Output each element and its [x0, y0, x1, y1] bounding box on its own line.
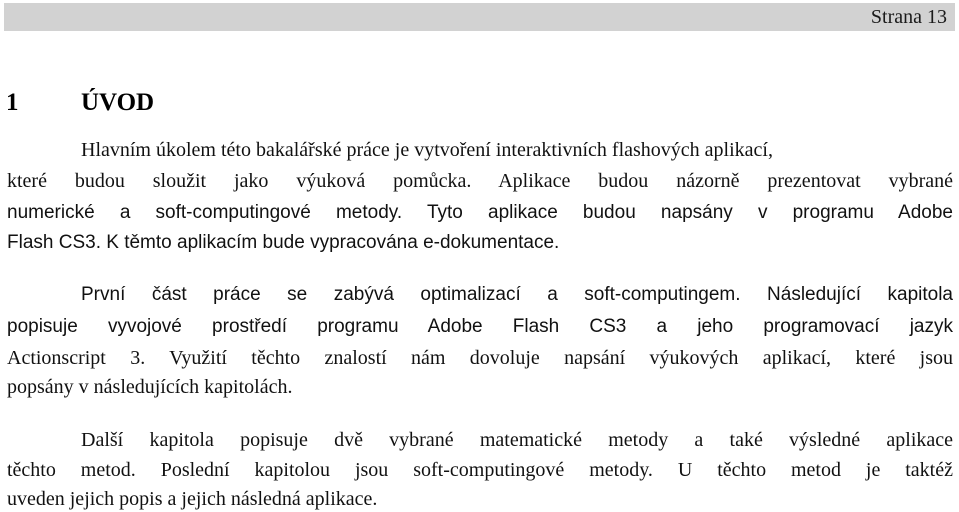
paragraph-1-line-1: Hlavním úkolem této bakalářské práce je vytvoření interaktivních flashových aplikací,	[81, 139, 773, 161]
paragraph-2-line-1: První část práce se zabývá optimalizací a soft-computingem. Následující kapitola	[81, 284, 953, 305]
paragraph-1-line-4: Flash CS3. K těmto aplikacím bude vypracována e-dokumentace.	[7, 232, 560, 253]
page-number: Strana 13	[870, 6, 947, 28]
paragraph-1-line-2: které budou sloužit jako výuková pomůcka. Aplikace budou názorně prezentovat vybrané	[7, 170, 953, 192]
section-heading	[6, 88, 154, 118]
paragraph-3-line-3: uveden jejich popis a jejich následná aplikace.	[7, 488, 378, 510]
paragraph-2-line-4: popsány v následujících kapitolách.	[7, 376, 293, 398]
section-title: ÚVOD	[81, 89, 155, 116]
section-number: 1	[6, 89, 19, 116]
paragraph-3-line-2: těchto metod. Poslední kapitolou jsou soft-computingové metody. U těchto metod je taktéž	[7, 459, 953, 481]
paragraph-3-line-1: Další kapitola popisuje dvě vybrané matematické metody a také výsledné aplikace	[81, 429, 953, 451]
paragraph-2-line-3: Actionscript 3. Využití těchto znalostí nám dovoluje napsání výukových aplikací, které jsou	[7, 347, 953, 369]
paragraph-2-line-2: popisuje vyvojové prostředí programu Adobe Flash CS3 a jeho programovací jazyk	[7, 316, 953, 337]
paragraph-1-line-3: numerické a soft-computingové metody. Tyto aplikace budou napsány v programu Adobe	[7, 202, 953, 223]
page-header-bar	[4, 3, 955, 31]
